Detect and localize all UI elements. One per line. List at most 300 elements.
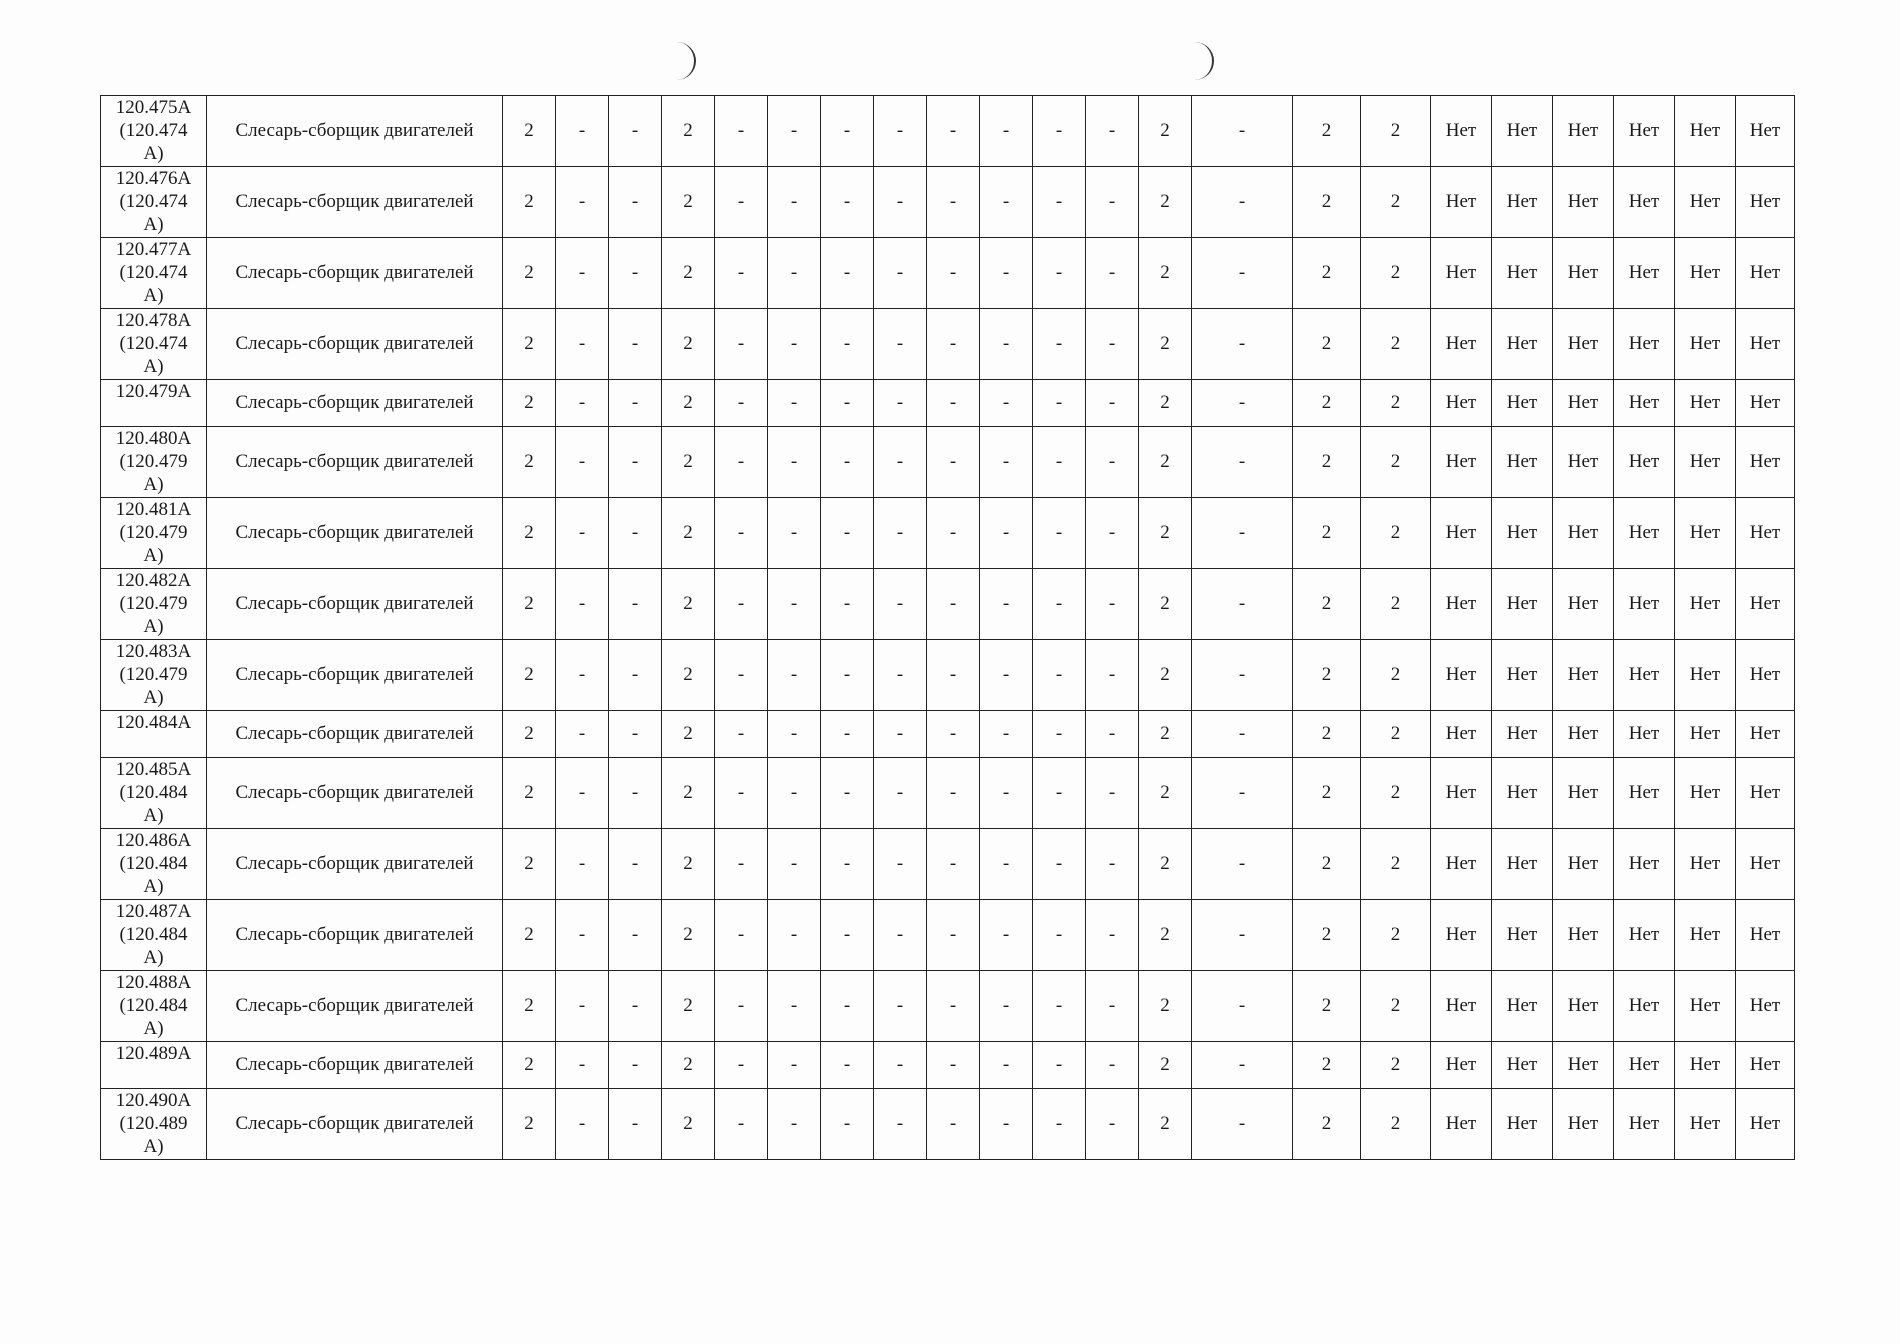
class-value-cell: - [980,238,1033,309]
class-value-cell: - [821,971,874,1042]
workplace-code-line: 120.475А [115,97,192,118]
class-value-cell: 2 [662,238,715,309]
answer-cell: Нет [1736,829,1795,900]
class-value-cell: - [1086,1042,1139,1089]
answer-cell: Нет [1492,900,1553,971]
class-value-cell: - [609,569,662,640]
profession-cell: Слесарь-сборщик двигателей [207,427,503,498]
class-value-cell: - [768,1089,821,1160]
workplace-code-cell [101,900,207,971]
class-value-cell: 2 [1293,569,1361,640]
workplace-code-line: (120.479 [119,593,188,614]
class-value-cell: - [715,498,768,569]
class-value-cell: - [821,711,874,758]
class-value-cell: 2 [662,900,715,971]
answer-cell: Нет [1736,900,1795,971]
workplace-code-cell [101,427,207,498]
class-value-cell: - [1033,758,1086,829]
answer-cell: Нет [1431,309,1492,380]
class-value-cell: - [1086,569,1139,640]
answer-cell: Нет [1736,1042,1795,1089]
answer-cell: Нет [1431,380,1492,427]
class-value-cell: 2 [662,569,715,640]
class-value-cell: 2 [662,309,715,380]
table-body [101,96,1795,1160]
class-value-cell: - [556,427,609,498]
class-value-cell: - [821,238,874,309]
class-value-cell: 2 [1293,427,1361,498]
workplace-code-cell [101,711,207,758]
class-value-cell: - [768,758,821,829]
class-value-cell: 2 [662,758,715,829]
workplace-code-line: (120.474 [119,191,188,212]
answer-cell: Нет [1431,829,1492,900]
class-value-cell: - [874,238,927,309]
class-value-cell: - [768,238,821,309]
answer-cell: Нет [1736,498,1795,569]
class-value-cell: 2 [1139,96,1192,167]
class-value-cell: - [927,569,980,640]
workplace-code-line: 120.481А [115,499,192,520]
workplace-code-line: 120.487А [115,901,192,922]
class-value-cell: 2 [1361,971,1431,1042]
answer-cell: Нет [1553,309,1614,380]
class-value-cell: 2 [1139,427,1192,498]
workplace-code-line: 120.476А [115,168,192,189]
answer-cell: Нет [1614,900,1675,971]
answer-cell: Нет [1614,758,1675,829]
class-value-cell: 2 [662,1089,715,1160]
class-value-cell: 2 [1139,971,1192,1042]
class-value-cell: - [927,238,980,309]
class-value-cell: - [980,569,1033,640]
class-value-cell: 2 [1139,569,1192,640]
workplace-code-line: А) [143,285,164,306]
class-value-cell: - [980,971,1033,1042]
class-value-cell: - [556,380,609,427]
answer-cell: Нет [1431,1042,1492,1089]
class-value-cell: 2 [503,238,556,309]
answer-cell: Нет [1431,427,1492,498]
workplace-code-line: (120.484 [119,995,188,1016]
workplace-code-line: А) [143,545,164,566]
workplace-code-cell [101,238,207,309]
punch-hole-mark [672,42,696,80]
class-value-cell: 2 [1361,1089,1431,1160]
class-value-cell: - [1192,829,1293,900]
class-value-cell: - [556,96,609,167]
class-value-cell: - [1192,96,1293,167]
table-row [101,96,1795,167]
class-value-cell: - [715,711,768,758]
class-value-cell: - [768,1042,821,1089]
class-value-cell: - [1033,96,1086,167]
class-value-cell: 2 [1293,971,1361,1042]
answer-cell: Нет [1492,829,1553,900]
class-value-cell: - [715,238,768,309]
class-value-cell: - [556,167,609,238]
workplace-code-cell [101,309,207,380]
class-value-cell: 2 [503,569,556,640]
class-value-cell: - [980,1089,1033,1160]
class-value-cell: - [1086,167,1139,238]
class-value-cell: - [768,380,821,427]
class-value-cell: 2 [503,1089,556,1160]
class-value-cell: - [927,498,980,569]
class-value-cell: - [1192,711,1293,758]
workplace-code-line: 120.484А [115,712,192,733]
workplace-code-line: (120.479 [119,451,188,472]
answer-cell: Нет [1492,380,1553,427]
class-value-cell: - [715,971,768,1042]
class-value-cell: - [927,1042,980,1089]
answer-cell: Нет [1492,1042,1553,1089]
class-value-cell: - [715,1042,768,1089]
workplace-code-cell [101,569,207,640]
answer-cell: Нет [1675,569,1736,640]
answer-cell: Нет [1492,640,1553,711]
answer-cell: Нет [1736,971,1795,1042]
workplace-code-line: А) [143,687,164,708]
class-value-cell: - [874,900,927,971]
answer-cell: Нет [1675,1042,1736,1089]
answer-cell: Нет [1614,711,1675,758]
table-row [101,711,1795,758]
answer-cell: Нет [1553,498,1614,569]
answer-cell: Нет [1675,640,1736,711]
workplace-code-line: 120.482А [115,570,192,591]
class-value-cell: - [1086,380,1139,427]
class-value-cell: 2 [503,900,556,971]
class-value-cell: 2 [1293,829,1361,900]
class-value-cell: - [874,380,927,427]
class-value-cell: 2 [1139,238,1192,309]
class-value-cell: - [927,640,980,711]
class-value-cell: - [927,829,980,900]
workplace-code-line: 120.488А [115,972,192,993]
class-value-cell: - [874,96,927,167]
class-value-cell: - [715,900,768,971]
table-row [101,380,1795,427]
class-value-cell: - [1086,96,1139,167]
workplace-code-cell [101,380,207,427]
class-value-cell: 2 [1361,498,1431,569]
answer-cell: Нет [1431,498,1492,569]
class-value-cell: 2 [1139,829,1192,900]
profession-cell: Слесарь-сборщик двигателей [207,971,503,1042]
answer-cell: Нет [1553,711,1614,758]
class-value-cell: - [1192,971,1293,1042]
class-value-cell: 2 [662,427,715,498]
class-value-cell: 2 [1361,238,1431,309]
class-value-cell: - [1192,238,1293,309]
class-value-cell: - [768,640,821,711]
workplace-code-line: А) [143,947,164,968]
workplace-code-line: А) [143,356,164,377]
class-value-cell: - [556,829,609,900]
profession-cell: Слесарь-сборщик двигателей [207,96,503,167]
class-value-cell: 2 [1361,427,1431,498]
workplace-code-line: (120.479 [119,522,188,543]
class-value-cell: - [927,309,980,380]
class-value-cell: 2 [1139,309,1192,380]
class-value-cell: - [874,971,927,1042]
class-value-cell: - [1086,498,1139,569]
class-value-cell: - [556,758,609,829]
answer-cell: Нет [1614,569,1675,640]
answer-cell: Нет [1675,309,1736,380]
class-value-cell: 2 [1139,380,1192,427]
class-value-cell: - [715,380,768,427]
class-value-cell: - [1086,900,1139,971]
answer-cell: Нет [1492,96,1553,167]
workplace-code-line: (120.474 [119,262,188,283]
class-value-cell: - [1192,569,1293,640]
class-value-cell: - [927,96,980,167]
class-value-cell: - [821,1042,874,1089]
answer-cell: Нет [1553,96,1614,167]
class-value-cell: - [609,96,662,167]
class-value-cell: - [609,309,662,380]
class-value-cell: 2 [1139,1089,1192,1160]
class-value-cell: - [821,380,874,427]
class-value-cell: 2 [503,96,556,167]
workplace-code-line: (120.474 [119,120,188,141]
class-value-cell: - [927,711,980,758]
answer-cell: Нет [1675,829,1736,900]
answer-cell: Нет [1675,498,1736,569]
class-value-cell: 2 [503,829,556,900]
workplace-code-cell [101,1042,207,1089]
class-value-cell: - [1033,971,1086,1042]
class-value-cell: 2 [1293,640,1361,711]
class-value-cell: 2 [503,498,556,569]
answer-cell: Нет [1492,711,1553,758]
class-value-cell: - [874,569,927,640]
class-value-cell: 2 [1293,900,1361,971]
class-value-cell: - [927,380,980,427]
class-value-cell: - [821,829,874,900]
class-value-cell: 2 [662,1042,715,1089]
class-value-cell: - [821,569,874,640]
class-value-cell: - [980,900,1033,971]
class-value-cell: - [768,427,821,498]
answer-cell: Нет [1614,1042,1675,1089]
class-value-cell: - [556,900,609,971]
workplace-code-cell [101,829,207,900]
workplace-code-line: (120.474 [119,333,188,354]
class-value-cell: - [1033,569,1086,640]
class-value-cell: - [1033,498,1086,569]
workplace-code-line: А) [143,214,164,235]
answer-cell: Нет [1614,971,1675,1042]
class-value-cell: - [715,427,768,498]
workplace-code-line: 120.478А [115,310,192,331]
class-value-cell: - [980,498,1033,569]
class-value-cell: 2 [1139,758,1192,829]
class-value-cell: - [821,167,874,238]
answer-cell: Нет [1736,238,1795,309]
table-row [101,167,1795,238]
answer-cell: Нет [1431,900,1492,971]
answer-cell: Нет [1553,971,1614,1042]
class-value-cell: - [556,309,609,380]
workplace-code-cell [101,758,207,829]
answer-cell: Нет [1736,1089,1795,1160]
answer-cell: Нет [1492,498,1553,569]
class-value-cell: - [821,96,874,167]
answer-cell: Нет [1553,167,1614,238]
answer-cell: Нет [1675,167,1736,238]
answer-cell: Нет [1553,380,1614,427]
answer-cell: Нет [1492,1089,1553,1160]
class-value-cell: 2 [662,829,715,900]
class-value-cell: - [980,380,1033,427]
class-value-cell: 2 [1293,1042,1361,1089]
class-value-cell: - [1086,711,1139,758]
answer-cell: Нет [1736,758,1795,829]
class-value-cell: 2 [1139,640,1192,711]
class-value-cell: - [874,309,927,380]
profession-cell: Слесарь-сборщик двигателей [207,167,503,238]
class-value-cell: - [1192,167,1293,238]
answer-cell: Нет [1553,640,1614,711]
class-value-cell: - [874,498,927,569]
workplace-code-cell [101,498,207,569]
table-row [101,758,1795,829]
answer-cell: Нет [1553,758,1614,829]
answer-cell: Нет [1675,1089,1736,1160]
answer-cell: Нет [1675,758,1736,829]
class-value-cell: - [874,758,927,829]
class-value-cell: - [715,96,768,167]
workplace-code-line: 120.489А [115,1043,192,1064]
answer-cell: Нет [1553,569,1614,640]
answer-cell: Нет [1675,96,1736,167]
class-value-cell: - [980,427,1033,498]
answer-cell: Нет [1431,640,1492,711]
class-value-cell: - [1033,167,1086,238]
answer-cell: Нет [1614,380,1675,427]
class-value-cell: 2 [1293,238,1361,309]
class-value-cell: - [1086,971,1139,1042]
answer-cell: Нет [1553,1042,1614,1089]
class-value-cell: 2 [1293,498,1361,569]
class-value-cell: 2 [503,167,556,238]
class-value-cell: - [556,498,609,569]
class-value-cell: - [609,640,662,711]
class-value-cell: 2 [1361,380,1431,427]
class-value-cell: - [821,900,874,971]
class-value-cell: - [821,758,874,829]
class-value-cell: - [1033,238,1086,309]
class-value-cell: 2 [503,309,556,380]
class-value-cell: - [768,96,821,167]
class-value-cell: - [609,971,662,1042]
class-value-cell: - [874,829,927,900]
class-value-cell: - [1033,427,1086,498]
answer-cell: Нет [1553,829,1614,900]
answer-cell: Нет [1492,427,1553,498]
class-value-cell: 2 [1139,711,1192,758]
workplace-code-line: А) [143,805,164,826]
class-value-cell: 2 [1361,900,1431,971]
class-value-cell: - [715,167,768,238]
class-value-cell: - [609,1042,662,1089]
class-value-cell: 2 [1139,498,1192,569]
class-value-cell: - [715,758,768,829]
table-row [101,309,1795,380]
profession-cell: Слесарь-сборщик двигателей [207,758,503,829]
class-value-cell: 2 [1139,1042,1192,1089]
class-value-cell: - [980,829,1033,900]
class-value-cell: - [927,1089,980,1160]
workplace-code-line: А) [143,1018,164,1039]
answer-cell: Нет [1492,309,1553,380]
class-value-cell: - [1086,758,1139,829]
profession-cell: Слесарь-сборщик двигателей [207,1042,503,1089]
class-value-cell: - [1192,900,1293,971]
class-value-cell: - [980,1042,1033,1089]
class-value-cell: - [980,309,1033,380]
answer-cell: Нет [1614,829,1675,900]
class-value-cell: 2 [1361,1042,1431,1089]
class-value-cell: 2 [1361,640,1431,711]
workplace-code-line: А) [143,876,164,897]
answer-cell: Нет [1431,711,1492,758]
class-value-cell: - [609,380,662,427]
class-value-cell: - [556,971,609,1042]
class-value-cell: - [609,427,662,498]
answer-cell: Нет [1431,1089,1492,1160]
class-value-cell: 2 [662,498,715,569]
answer-cell: Нет [1614,309,1675,380]
class-value-cell: - [980,96,1033,167]
profession-cell: Слесарь-сборщик двигателей [207,829,503,900]
class-value-cell: - [556,711,609,758]
class-value-cell: - [768,711,821,758]
class-value-cell: 2 [1293,711,1361,758]
class-value-cell: 2 [662,640,715,711]
profession-cell: Слесарь-сборщик двигателей [207,498,503,569]
class-value-cell: - [768,569,821,640]
table-row [101,1042,1795,1089]
answer-cell: Нет [1736,309,1795,380]
class-value-cell: 2 [1139,167,1192,238]
class-value-cell: - [1086,427,1139,498]
answer-cell: Нет [1553,238,1614,309]
assessment-table [100,95,1795,1160]
class-value-cell: - [821,640,874,711]
class-value-cell: - [927,900,980,971]
class-value-cell: 2 [1293,167,1361,238]
workplace-code-line: А) [143,616,164,637]
table-row [101,640,1795,711]
workplace-code-line: (120.489 [119,1113,188,1134]
profession-cell: Слесарь-сборщик двигателей [207,569,503,640]
answer-cell: Нет [1492,758,1553,829]
class-value-cell: - [768,167,821,238]
workplace-code-cell [101,1089,207,1160]
class-value-cell: - [1033,380,1086,427]
table-row [101,498,1795,569]
class-value-cell: - [715,640,768,711]
class-value-cell: - [1192,380,1293,427]
class-value-cell: - [609,1089,662,1160]
answer-cell: Нет [1614,640,1675,711]
workplace-code-cell [101,167,207,238]
answer-cell: Нет [1553,1089,1614,1160]
